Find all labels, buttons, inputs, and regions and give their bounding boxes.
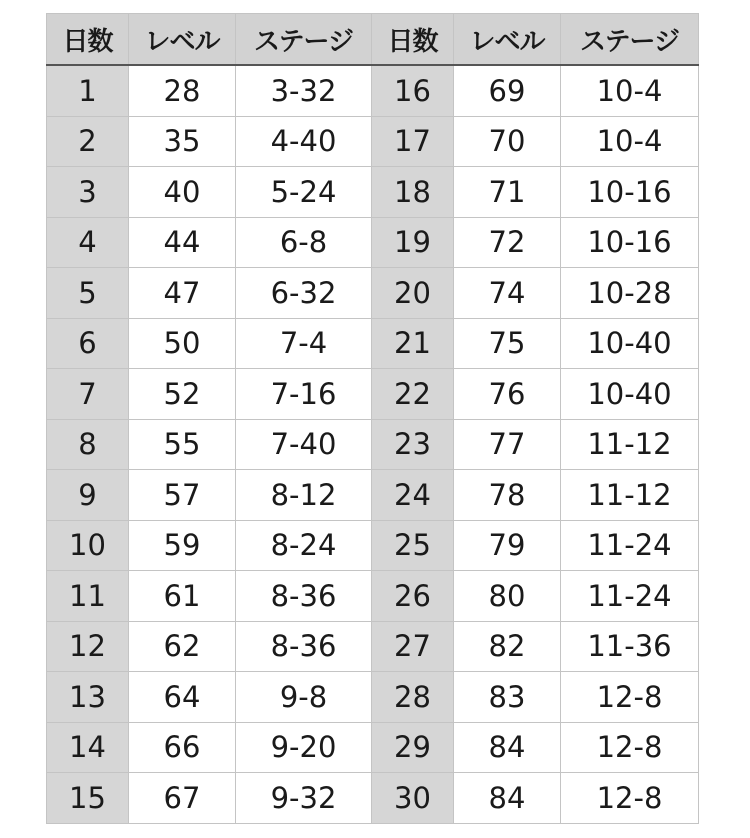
cell-stage-right: 10-40 (561, 369, 699, 420)
header-stage-right: ステージ (561, 14, 699, 66)
cell-stage-left: 9-20 (236, 722, 372, 773)
cell-level-left: 47 (129, 268, 236, 319)
cell-day-left: 7 (47, 369, 129, 420)
table-row (47, 672, 699, 723)
table-row (47, 722, 699, 773)
cell-stage-left: 6-8 (236, 217, 372, 268)
cell-stage-left: 7-40 (236, 419, 372, 470)
table-row (47, 167, 699, 218)
header-row (47, 14, 699, 66)
cell-day-left: 15 (47, 773, 129, 824)
cell-day-right: 25 (372, 520, 454, 571)
cell-day-right: 19 (372, 217, 454, 268)
table-row (47, 571, 699, 622)
cell-day-right: 16 (372, 65, 454, 116)
cell-day-right: 20 (372, 268, 454, 319)
table-row (47, 621, 699, 672)
cell-level-right: 69 (454, 65, 561, 116)
cell-level-right: 75 (454, 318, 561, 369)
level-stage-table (46, 13, 699, 824)
cell-stage-right: 11-36 (561, 621, 699, 672)
cell-stage-left: 8-24 (236, 520, 372, 571)
cell-level-left: 66 (129, 722, 236, 773)
header-level-left: レベル (129, 14, 236, 66)
cell-level-left: 50 (129, 318, 236, 369)
table-row (47, 520, 699, 571)
cell-day-right: 22 (372, 369, 454, 420)
cell-day-right: 23 (372, 419, 454, 470)
cell-level-right: 79 (454, 520, 561, 571)
cell-stage-left: 9-8 (236, 672, 372, 723)
cell-day-right: 17 (372, 116, 454, 167)
cell-day-left: 13 (47, 672, 129, 723)
cell-stage-left: 7-16 (236, 369, 372, 420)
cell-day-left: 2 (47, 116, 129, 167)
cell-level-left: 44 (129, 217, 236, 268)
cell-stage-left: 3-32 (236, 65, 372, 116)
level-stage-table-container (46, 13, 698, 824)
cell-level-right: 76 (454, 369, 561, 420)
cell-stage-right: 12-8 (561, 722, 699, 773)
cell-level-left: 57 (129, 470, 236, 521)
cell-level-right: 72 (454, 217, 561, 268)
table-row (47, 318, 699, 369)
cell-day-left: 8 (47, 419, 129, 470)
header-day-left: 日数 (47, 14, 129, 66)
cell-stage-right: 10-40 (561, 318, 699, 369)
cell-stage-right: 10-16 (561, 167, 699, 218)
cell-stage-left: 8-12 (236, 470, 372, 521)
cell-level-right: 70 (454, 116, 561, 167)
cell-stage-left: 7-4 (236, 318, 372, 369)
cell-day-right: 18 (372, 167, 454, 218)
cell-day-right: 26 (372, 571, 454, 622)
table-body (47, 65, 699, 823)
cell-level-right: 82 (454, 621, 561, 672)
cell-day-right: 24 (372, 470, 454, 521)
cell-level-right: 83 (454, 672, 561, 723)
table-row (47, 419, 699, 470)
cell-level-right: 80 (454, 571, 561, 622)
cell-day-right: 29 (372, 722, 454, 773)
cell-stage-left: 5-24 (236, 167, 372, 218)
table-row (47, 217, 699, 268)
cell-level-right: 84 (454, 773, 561, 824)
table-row (47, 116, 699, 167)
cell-stage-right: 10-4 (561, 65, 699, 116)
cell-day-left: 11 (47, 571, 129, 622)
cell-stage-left: 6-32 (236, 268, 372, 319)
cell-stage-right: 12-8 (561, 672, 699, 723)
cell-day-right: 27 (372, 621, 454, 672)
cell-day-right: 30 (372, 773, 454, 824)
cell-day-left: 12 (47, 621, 129, 672)
cell-level-left: 62 (129, 621, 236, 672)
table-row (47, 773, 699, 824)
cell-stage-right: 11-24 (561, 571, 699, 622)
cell-day-left: 14 (47, 722, 129, 773)
cell-level-left: 52 (129, 369, 236, 420)
cell-level-left: 64 (129, 672, 236, 723)
cell-stage-right: 10-16 (561, 217, 699, 268)
cell-day-right: 28 (372, 672, 454, 723)
cell-day-left: 3 (47, 167, 129, 218)
cell-stage-right: 11-12 (561, 419, 699, 470)
table-header (47, 14, 699, 66)
cell-level-right: 84 (454, 722, 561, 773)
cell-level-left: 67 (129, 773, 236, 824)
cell-day-left: 6 (47, 318, 129, 369)
cell-day-left: 5 (47, 268, 129, 319)
cell-level-right: 71 (454, 167, 561, 218)
table-row (47, 369, 699, 420)
cell-day-right: 21 (372, 318, 454, 369)
header-stage-left: ステージ (236, 14, 372, 66)
cell-stage-right: 10-28 (561, 268, 699, 319)
cell-stage-right: 11-12 (561, 470, 699, 521)
cell-day-left: 1 (47, 65, 129, 116)
cell-level-left: 35 (129, 116, 236, 167)
cell-day-left: 9 (47, 470, 129, 521)
cell-level-right: 74 (454, 268, 561, 319)
table-row (47, 65, 699, 116)
cell-stage-left: 4-40 (236, 116, 372, 167)
cell-day-left: 10 (47, 520, 129, 571)
cell-stage-right: 12-8 (561, 773, 699, 824)
cell-level-right: 77 (454, 419, 561, 470)
cell-stage-right: 10-4 (561, 116, 699, 167)
header-level-right: レベル (454, 14, 561, 66)
cell-level-right: 78 (454, 470, 561, 521)
table-row (47, 268, 699, 319)
cell-level-left: 40 (129, 167, 236, 218)
cell-stage-right: 11-24 (561, 520, 699, 571)
cell-level-left: 61 (129, 571, 236, 622)
cell-day-left: 4 (47, 217, 129, 268)
table-row (47, 470, 699, 521)
cell-level-left: 59 (129, 520, 236, 571)
cell-stage-left: 8-36 (236, 621, 372, 672)
cell-stage-left: 8-36 (236, 571, 372, 622)
cell-stage-left: 9-32 (236, 773, 372, 824)
cell-level-left: 28 (129, 65, 236, 116)
header-day-right: 日数 (372, 14, 454, 66)
cell-level-left: 55 (129, 419, 236, 470)
